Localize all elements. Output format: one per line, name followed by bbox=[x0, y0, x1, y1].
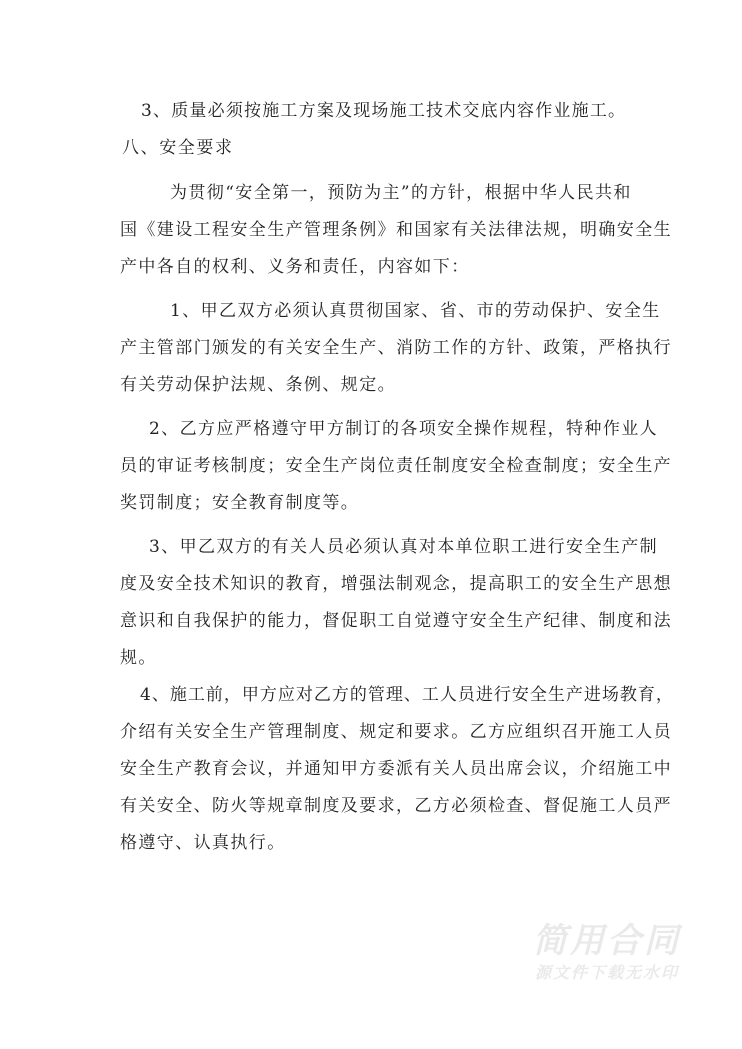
intro-line-3: 产中各自的权利、义务和责任，内容如下： bbox=[120, 257, 470, 277]
item-3-quality: 3、质量必须按施工方案及现场施工技术交底内容作业施工。 bbox=[141, 101, 627, 121]
section-8-title: 八、安全要求 bbox=[122, 138, 234, 158]
clause-1-line-2: 产主管部门颁发的有关安全生产、消防工作的方针、政策，严格执行 bbox=[120, 338, 672, 358]
clause-4-line-1: 4、施工前，甲方应对乙方的管理、工人员进行安全生产进场教育， bbox=[140, 685, 674, 705]
clause-2-line-1: 2、乙方应严格遵守甲方制订的各项安全操作规程，特种作业人 bbox=[149, 419, 659, 439]
watermark bbox=[512, 920, 702, 1000]
clause-2-line-2: 员的审证考核制度；安全生产岗位责任制度安全检查制度；安全生产 bbox=[120, 456, 672, 476]
clause-4-line-5: 格遵守、认真执行。 bbox=[120, 833, 286, 853]
clause-4-line-2: 介绍有关安全生产管理制度、规定和要求。乙方应组织召开施工人员 bbox=[120, 722, 672, 742]
clause-3-line-4: 规。 bbox=[120, 648, 157, 668]
watermark-main-text: 简用合同 bbox=[533, 921, 681, 961]
clause-4-line-3: 安全生产教育会议，并通知甲方委派有关人员出席会议，介绍施工中 bbox=[120, 759, 672, 779]
clause-3-line-1: 3、甲乙双方的有关人员必须认真对本单位职工进行安全生产制 bbox=[149, 537, 659, 557]
clause-1-line-1: 1、甲乙双方必须认真贯彻国家、省、市的劳动保护、安全生 bbox=[170, 301, 661, 321]
intro-line-1: 为贯彻“安全第一，预防为主”的方针，根据中华人民共和 bbox=[170, 183, 632, 203]
watermark-sub-text: 源文件下载无水印 bbox=[534, 963, 679, 982]
clause-1-line-3: 有关劳动保护法规、条例、规定。 bbox=[120, 375, 396, 395]
intro-line-2: 国《建设工程安全生产管理条例》和国家有关法律法规，明确安全生 bbox=[120, 220, 672, 240]
clause-3-line-2: 度及安全技术知识的教育，增强法制观念，提高职工的安全生产思想 bbox=[120, 574, 672, 594]
clause-4-line-4: 有关安全、防火等规章制度及要求，乙方必须检查、督促施工人员严 bbox=[120, 796, 672, 816]
clause-3-line-3: 意识和自我保护的能力，督促职工自觉遵守安全生产纪律、制度和法 bbox=[120, 611, 672, 631]
clause-2-line-3: 奖罚制度；安全教育制度等。 bbox=[120, 493, 360, 513]
